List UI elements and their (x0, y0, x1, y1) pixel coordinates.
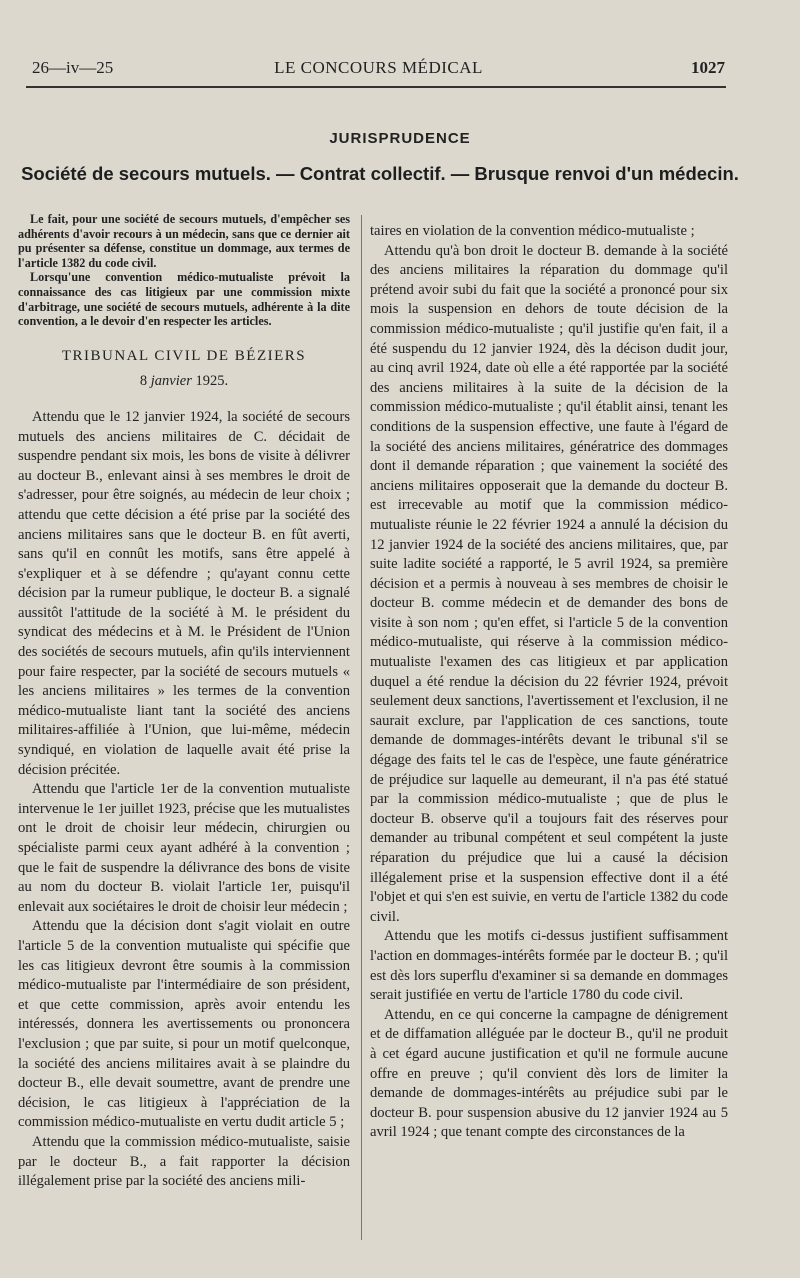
judgment-date (18, 372, 350, 392)
body-paragraph: Attendu que la décision dont s'agit violait en outre l'article 5 de la convention mutualiste qui spécifie que les cas litigieux devront être soumis à la commission médico-mutualiste par l'intermédiaire de son président, et que cette commission, après avoir entendu les intéressés, donnera les avertissements ou prononcera l'exclusion ; que par suite, si pour un motif quelconque, la société des anciens militaires avait à se plaindre du docteur B., elle devait soumettre, avant de prendre une décision, le cas litigieux à l'appréciation de la commission médico-mutualiste en vertu dudit article 5 ; (18, 918, 350, 1131)
date-day: 8 (139, 373, 148, 390)
journal-title: LE CONCOURS MÉDICAL (274, 58, 483, 77)
summary-paragraph: Lorsqu'une convention médico-mutualiste prévoit la connaissance des cas litigieux par une commission mixte d'arbitrage, une société de secours mutuels, adhérente à la dite convention, a le devoir d'en respecter les articles. (18, 270, 350, 329)
date-year: 1925. (195, 373, 229, 390)
body-paragraph: Attendu que l'article 1er de la convention mutualiste intervenue le 1er juillet 1923, précise que les mutualistes ont le droit de choisir leur médecin, chirurgien ou spécialiste parmi ceux ayant adhéré à la convention ; que le fait de suspendre la délivrance des bons de visite au nom du docteur B. violait l'article 1er, puisqu'il enlevait aux sociétaires le droit de choisir leur médecin ; (18, 781, 350, 915)
section-title: JURISPRUDENCE (329, 130, 471, 147)
body-paragraph: Attendu que la commission médico-mutualiste, saisie par le docteur B., a fait rapporter la décision illégalement prise par la société des anciens mili- (18, 1133, 350, 1190)
left-column (18, 212, 350, 1192)
right-column (370, 222, 728, 1143)
issue-date: 26—iv—25 (32, 58, 114, 77)
date-month: janvier (150, 373, 192, 390)
page-number: 1027 (691, 58, 725, 77)
body-paragraph: Attendu que le 12 janvier 1924, la société de secours mutuels des anciens militaires de C. décidait de suspendre pendant six mois, les bons de visite à délivrer au docteur B., enlevant ainsi à ses membres le droit de s'adresser, pour être soignés, au médecin de leur choix ; attendu que cette décision a été prise par la société des anciens militaires sans que le docteur B. en fût averti, sans qu'il en connût les motifs, sans être appelé à s'expliquer et à se défendre ; qu'ayant connu cette décision par la rumeur publique, le docteur B. a signalé aussitôt l'attitude de la société à M. le président du syndicat des médecins et à M. le Président de l'Union des sociétés de secours mutuels, afin qu'ils interviennent pour faire respecter, par la société de secours mutuels « les anciens militaires » les termes de la convention médico-mutualiste liant tant la société des anciens militaires-affiliée à l'Union, que lui-même, médecin syndiqué, en violation de laquelle avait été prise la décision précitée. (18, 408, 350, 778)
court-name: TRIBUNAL CIVIL DE BÉZIERS (61, 347, 307, 364)
body-paragraph: Attendu que les motifs ci-dessus justifient suffisamment l'action en dommages-intérêts formée par le docteur B. ; qu'il est dès lors superflu d'examiner si sa demande en dommages serait justifiée en vertu de l'article 1780 du code civil. (370, 928, 728, 1004)
case-summary (18, 212, 350, 329)
body-paragraph: Attendu, en ce qui concerne la campagne de dénigrement et de diffamation alléguée par le docteur B., qu'il ne produit à cet égard aucune justification et qu'il ne formule aucune offre en preuve ; qu'il convient dès lors de limiter la demande de dommages-intérêts au préjudice subi par le docteur B. pour suspension abusive du 12 janvier 1924 au 5 avril 1924 ; que tenant compte des circonstances de la (370, 1006, 728, 1141)
running-head (32, 58, 725, 82)
body-paragraph: Attendu qu'à bon droit le docteur B. demande à la société des anciens militaires la réparation du dommage qu'il prétend avoir subi du fait que la société a prononcé pour six mois la suspension en dehors de toute décision de la commission médico-mutualiste ; qu'il justifie qu'en fait, il a été suspendu du 12 janvier 1924, dès la décison dudit jour, au cinq avril 1924, date où elle a été rapportée par la société des anciens militaires à la suite de la décision de la commission médico-mutualiste ; qu'il établit ainsi, tenant les conditions de la suspension effective, une faute à l'égard de la société des anciens militaires, génératrice des dommages dont il demande réparation ; que vainement la société des anciens militaires opposerait que la demande du docteur B. est irrecevable au motif que la commission médico-mutualiste réunie le 22 février 1924 a annulé la décision du 12 janvier 1924 de la société des anciens militaires, que, par suite ladite société a rapporté, le 5 avril 1924, sa première décision et a permis à nouveau à ses membres de choisir le docteur B. comme médecin et de demander des bons de visite à son nom ; qu'en effet, si l'article 5 de la convention médico-mutualiste, qui réserve à la commission médico-mutualiste l'examen des cas litigieux et par application duquel a été rendue la décision du 22 février 1924, prévoit seulement deux sanctions, l'avertissement et l'exclusion, il ne saurait exclure, par l'application de ces sanctions, toute demande de dommages-intérêts devant le tribunal s'il se dégage des faits tel le cas de l'espèce, une faute génératrice de préjudice sur laquelle au demeurant, il n'a pas été statué par la commission médico-mutualiste ; que de plus le docteur B. observe qu'il a toujours fait des réserves pour demander au tribunal compétent et seul compétent la juste réparation du préjudice que lui a causé la décision illégalement prise et la suspension effective dont il a été l'objet et qui s'en est suivie, en vertu de l'article 1382 du code civil. (370, 242, 728, 925)
continued-paragraph: taires en violation de la convention médico-mutualiste ; (370, 223, 695, 239)
summary-paragraph: Le fait, pour une société de secours mutuels, d'empêcher ses adhérents d'avoir recours à un médecin, sans que ce dernier ait pu présenter sa défense, constitue un dommage, aux termes de l'article 1382 du code civil. (18, 212, 350, 270)
column-divider (361, 215, 362, 1240)
case-title: Société de secours mutuels. — Contrat collectif. — Brusque renvoi d'un médecin. (21, 163, 739, 184)
header-rule (26, 86, 726, 88)
